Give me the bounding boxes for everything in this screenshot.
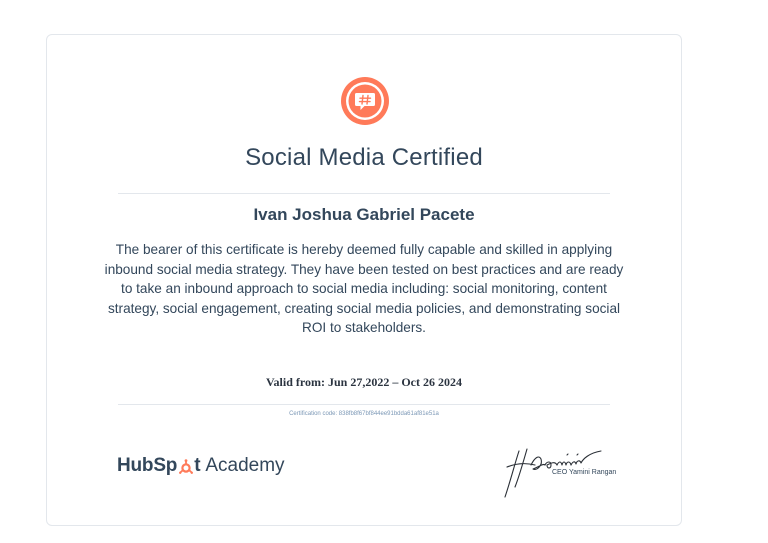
signatory-title: CEO Yamini Rangan <box>552 469 617 476</box>
hashtag-chat-badge-icon <box>340 76 390 126</box>
logo-hub-text: HubSp <box>117 455 178 476</box>
logo-t-text: t <box>194 455 201 476</box>
validity-dates: Valid from: Jun 27,2022 – Oct 26 2024 <box>265 375 462 389</box>
hubspot-academy-logo <box>117 455 285 477</box>
certification-code: Certification code: 838fb8f67bf844ee91bdda61af81e51a <box>289 411 439 417</box>
divider-bottom <box>118 404 610 405</box>
hubspot-sprocket-icon <box>178 459 194 475</box>
certificate-description: The bearer of this certificate is hereby deemed fully capable and skilled in applying inbound social media strategy. They have been tested on best practices and are ready to take an inbound approach to social media including: social monitoring, content strategy, social engagement, creating social media policies, and demonstrating social ROI to stakeholders. <box>104 242 624 336</box>
logo-academy-text: Academy <box>205 455 285 476</box>
certificate-title: Social Media Certified <box>245 144 483 171</box>
recipient-name: Ivan Joshua Gabriel Pacete <box>253 205 475 224</box>
divider-top <box>118 193 610 194</box>
